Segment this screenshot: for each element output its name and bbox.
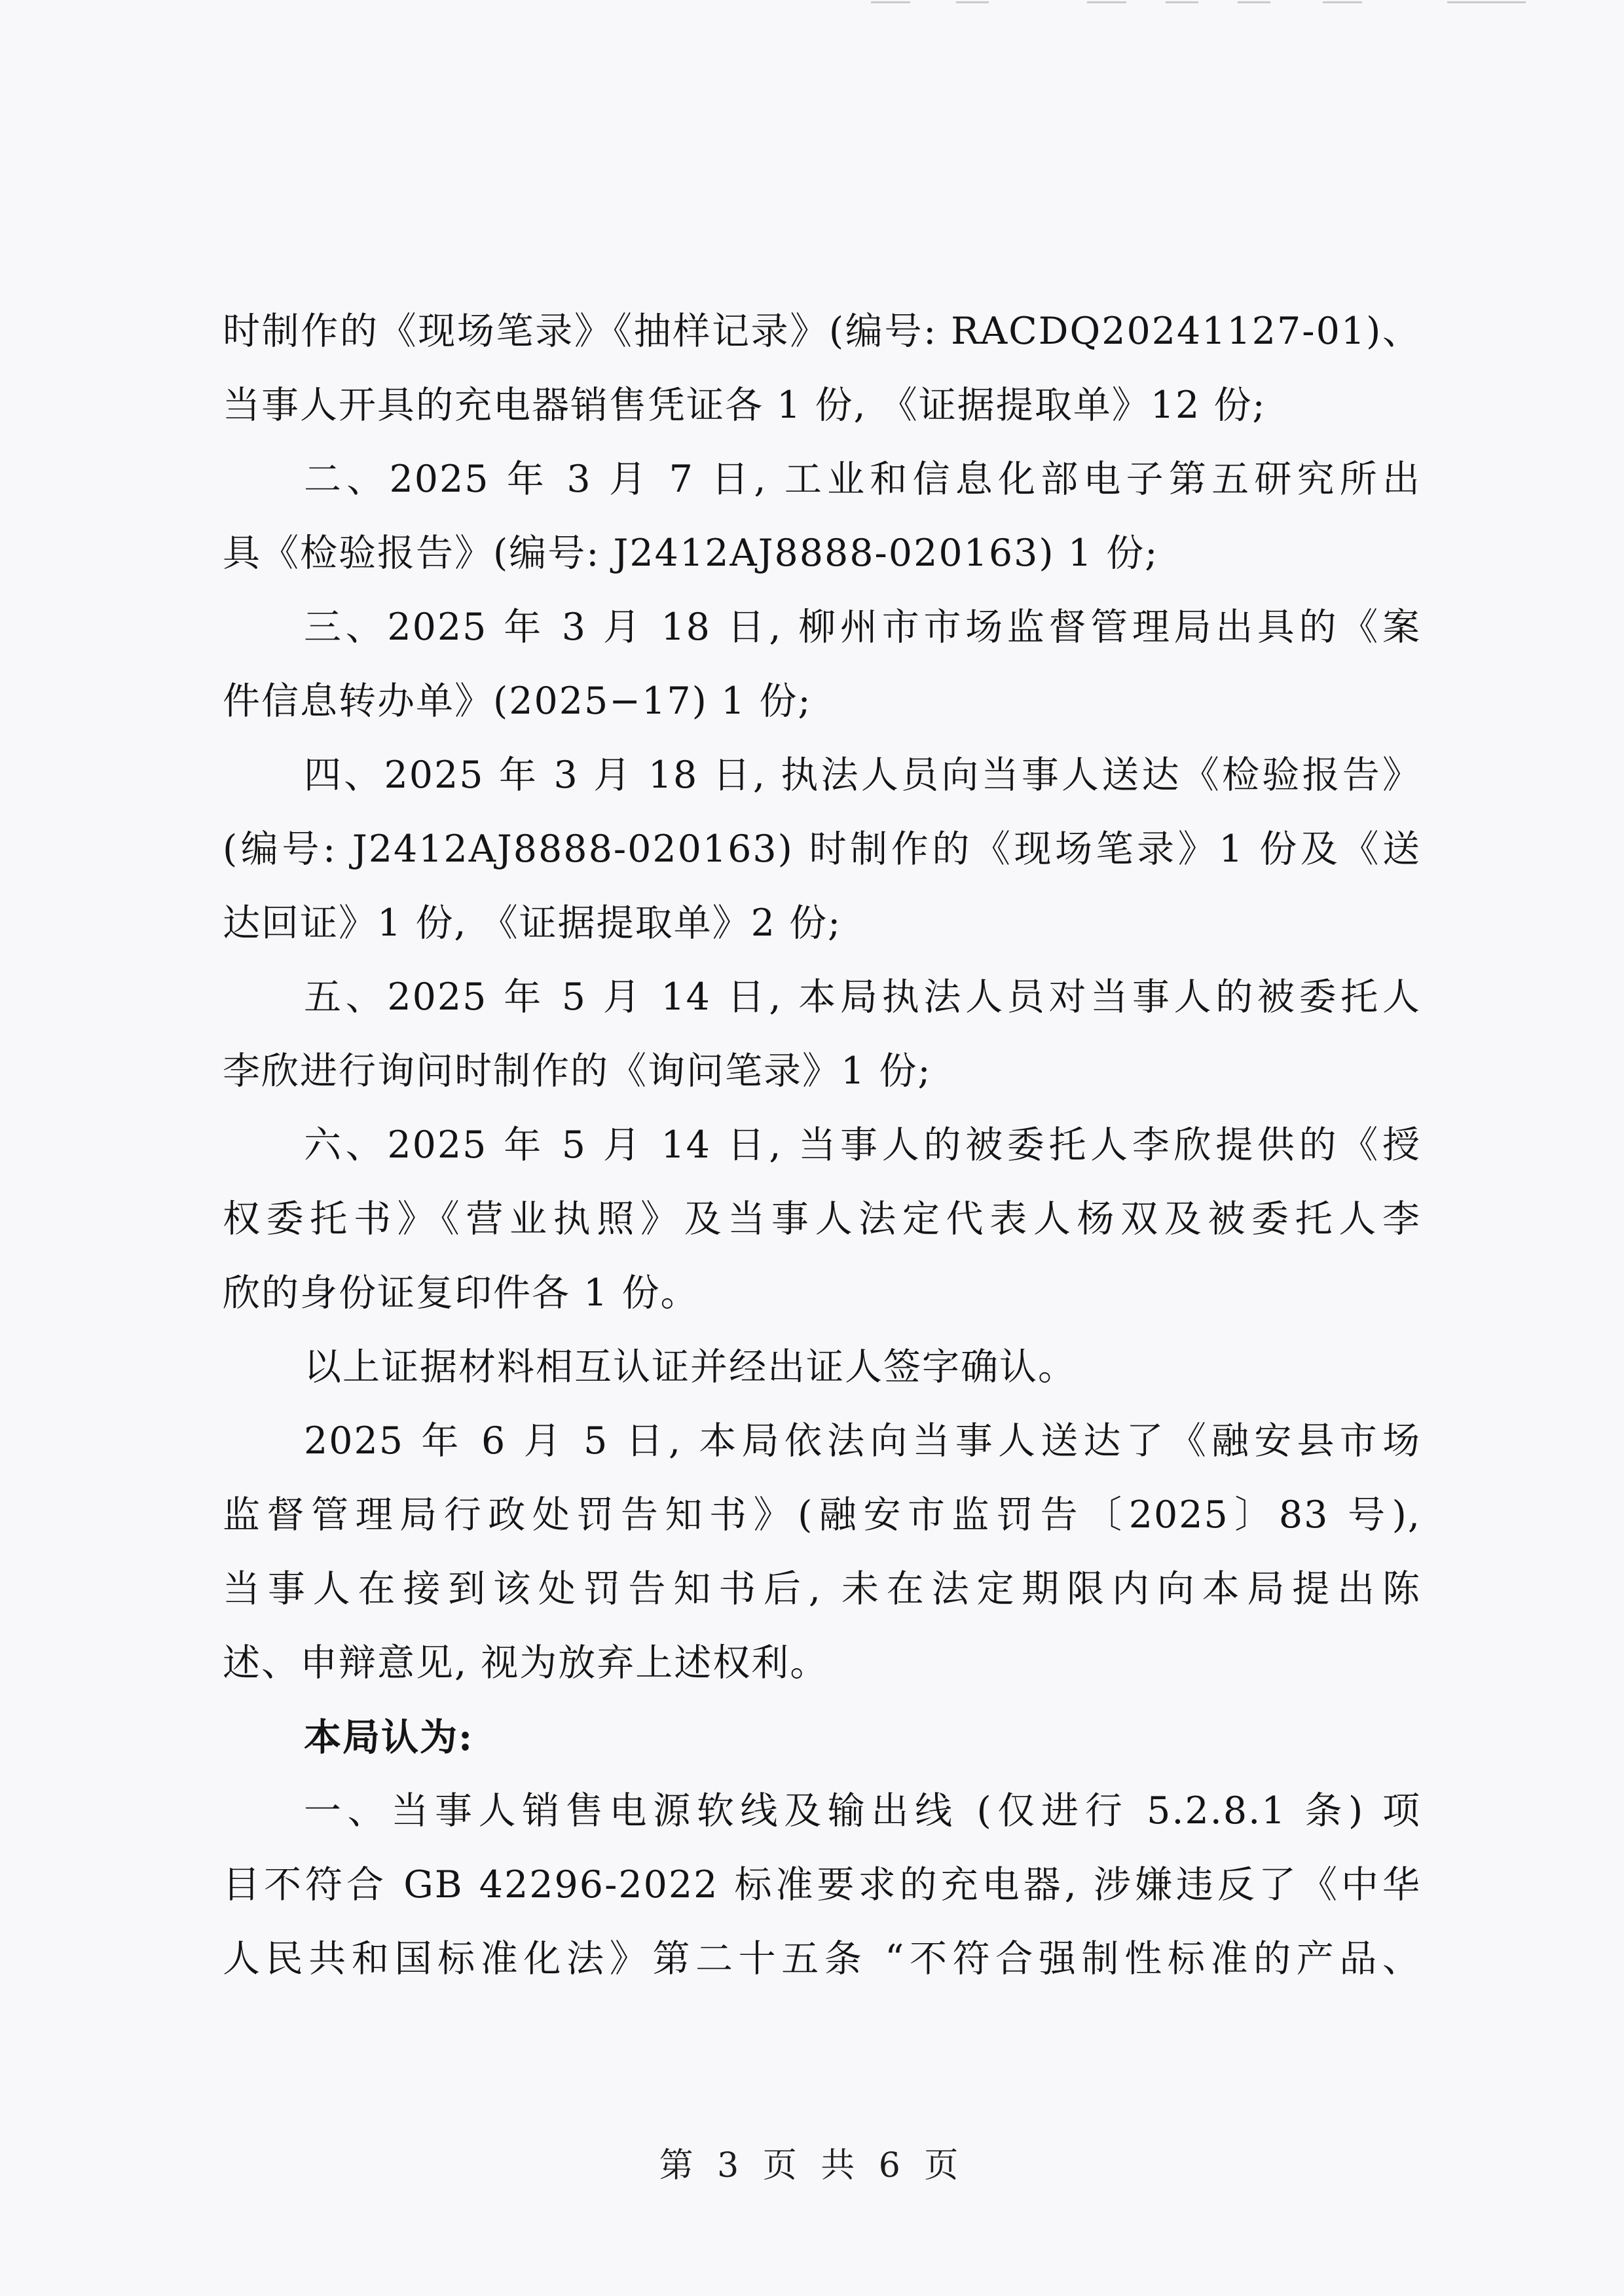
text-line: 四、2025 年 3 月 18 日, 执法人员向当事人送达《检验报告》 bbox=[304, 754, 1421, 797]
scan-edge-marks bbox=[871, 0, 1591, 5]
section-heading: 本局认为: bbox=[304, 1715, 474, 1759]
text-line: 件信息转办单》(2025−17) 1 份; bbox=[223, 680, 812, 723]
text-line: 目不符合 GB 42296-2022 标准要求的充电器, 涉嫌违反了《中华 bbox=[223, 1863, 1421, 1906]
text-line: 具《检验报告》(编号: J2412AJ8888-020163) 1 份; bbox=[223, 532, 1159, 575]
text-line: 以上证据材料相互认证并经出证人签字确认。 bbox=[304, 1345, 1077, 1389]
text-line: (编号: J2412AJ8888-020163) 时制作的《现场笔录》1 份及《送 bbox=[223, 828, 1421, 871]
text-line: 当事人在接到该处罚告知书后, 未在法定期限内向本局提出陈 bbox=[223, 1567, 1421, 1611]
text-line: 时制作的《现场笔录》《抽样记录》(编号: RACDQ20241127-01)、 bbox=[223, 310, 1421, 353]
text-line: 人民共和国标准化法》第二十五条 “不符合强制性标准的产品、 bbox=[223, 1937, 1421, 1980]
text-line: 述、申辩意见, 视为放弃上述权利。 bbox=[223, 1641, 829, 1685]
document-body bbox=[223, 295, 1421, 1996]
page-number: 第 3 页 共 6 页 bbox=[659, 2146, 965, 2185]
text-line: 李欣进行询问时制作的《询问笔录》1 份; bbox=[223, 1049, 932, 1093]
text-line: 达回证》1 份, 《证据提取单》2 份; bbox=[223, 902, 842, 945]
text-line: 一、当事人销售电源软线及输出线 (仅进行 5.2.8.1 条) 项 bbox=[304, 1789, 1421, 1832]
text-line: 2025 年 6 月 5 日, 本局依法向当事人送达了《融安县市场 bbox=[304, 1419, 1421, 1463]
text-line: 欣的身份证复印件各 1 份。 bbox=[223, 1271, 699, 1315]
text-line: 三、2025 年 3 月 18 日, 柳州市市场监督管理局出具的《案 bbox=[304, 606, 1421, 649]
text-line: 监督管理局行政处罚告知书》(融安市监罚告〔2025〕83 号), bbox=[223, 1493, 1421, 1537]
text-line: 五、2025 年 5 月 14 日, 本局执法人员对当事人的被委托人 bbox=[304, 975, 1421, 1019]
text-line: 权委托书》《营业执照》及当事人法定代表人杨双及被委托人李 bbox=[223, 1197, 1421, 1241]
text-line: 二、2025 年 3 月 7 日, 工业和信息化部电子第五研究所出 bbox=[304, 458, 1421, 501]
text-line: 六、2025 年 5 月 14 日, 当事人的被委托人李欣提供的《授 bbox=[304, 1123, 1421, 1167]
text-line: 当事人开具的充电器销售凭证各 1 份, 《证据提取单》12 份; bbox=[223, 384, 1266, 427]
